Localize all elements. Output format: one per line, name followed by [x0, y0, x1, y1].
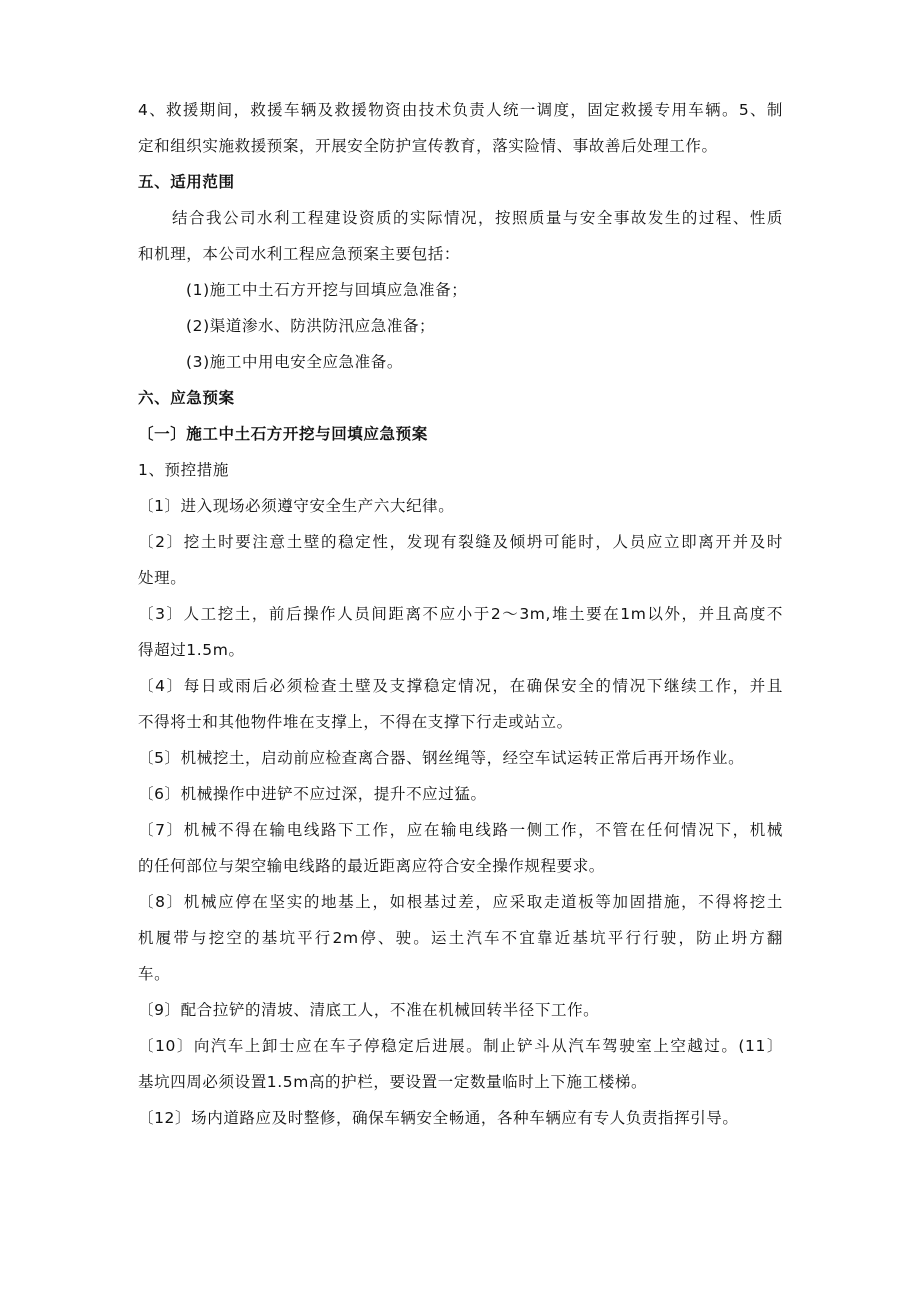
document-page [138, 92, 783, 1136]
line-text: 〔5〕机械挖土，启动前应检查离合器、钢丝绳等，经空车试运转正常后再开场作业。 [138, 749, 745, 767]
line-text: 〔3〕人工挖土，前后操作人员间距离不应小于2～3m,堆土要在1m以外，并且高度不 [138, 605, 783, 623]
line-text: 不得将士和其他物件堆在支撑上，不得在支撑下行走或站立。 [138, 713, 573, 731]
list-item [138, 344, 783, 380]
line-text: 〔1〕进入现场必须遵守安全生产六大纪律。 [138, 497, 455, 515]
line-text: 〔8〕机械应停在坚实的地基上，如根基过差，应采取走道板等加固措施，不得将挖土 [138, 893, 783, 911]
line-text: 结合我公司水利工程建设资质的实际情况，按照质量与安全事故发生的过程、性质 [172, 209, 783, 227]
list-item [138, 1028, 783, 1064]
list-item [138, 812, 783, 848]
line-text: 车。 [138, 965, 171, 983]
text-line [138, 956, 783, 992]
line-text: 〔7〕机械不得在输电线路下工作，应在输电线路一侧工作，不管在任何情况下，机械 [138, 821, 783, 839]
list-item [138, 1100, 783, 1136]
line-text: 基坑四周必须设置1.5m高的护栏，要设置一定数量临时上下施工楼梯。 [138, 1073, 648, 1091]
line-text: 1、预控措施 [138, 461, 229, 479]
line-text: 和机理，本公司水利工程应急预案主要包括： [138, 245, 461, 263]
line-text: (1)施工中土石方开挖与回填应急准备； [186, 281, 468, 299]
line-text: 〔10〕向汽车上卸士应在车子停稳定后进展。制止铲斗从汽车驾驶室上空越过。(11〕 [138, 1037, 783, 1055]
section-heading [138, 164, 783, 200]
list-item [138, 524, 783, 560]
line-text: 得超过1.5m。 [138, 641, 245, 659]
text-line [138, 632, 783, 668]
line-text: 机履带与挖空的基坑平行2m停、驶。运土汽车不宜靠近基坑平行行驶，防止坍方翻 [138, 929, 783, 947]
text-line [138, 920, 783, 956]
text-line [138, 92, 783, 128]
list-item [138, 488, 783, 524]
line-text: 处理。 [138, 569, 187, 587]
list-item [138, 776, 783, 812]
line-text: 〔2〕挖土时要注意土壁的稳定性，发现有裂缝及倾坍可能时，人员应立即离开并及时 [138, 533, 783, 551]
line-text: 4、救援期间，救援车辆及救援物资由技术负责人统一调度，固定救援专用车辆。5、制 [138, 101, 783, 119]
line-text: (3)施工中用电安全应急准备。 [186, 353, 403, 371]
line-text: 〔6〕机械操作中进铲不应过深，提升不应过猛。 [138, 785, 487, 803]
list-item [138, 272, 783, 308]
text-line [138, 200, 783, 236]
list-item [138, 308, 783, 344]
text-line [138, 560, 783, 596]
line-text: 〔12〕场内道路应及时整修，确保车辆安全畅通，各种车辆应有专人负责指挥引导。 [138, 1109, 739, 1127]
line-text: (2)渠道渗水、防洪防汛应急准备； [186, 317, 436, 335]
text-line [138, 704, 783, 740]
text-line [138, 1064, 783, 1100]
heading-text: 五、适用范围 [138, 173, 235, 191]
list-item [138, 668, 783, 704]
line-text: 〔4〕每日或雨后必须检查土壁及支撑稳定情况，在确保安全的情况下继续工作，并且 [138, 677, 783, 695]
text-line [138, 128, 783, 164]
line-text: 〔9〕配合拉铲的清坡、清底工人，不准在机械回转半径下工作。 [138, 1001, 600, 1019]
subsection-heading [138, 416, 783, 452]
list-item [138, 884, 783, 920]
list-item [138, 740, 783, 776]
section-heading [138, 380, 783, 416]
line-text: 的任何部位与架空输电线路的最近距离应符合安全操作规程要求。 [138, 857, 605, 875]
text-line [138, 236, 783, 272]
list-item [138, 992, 783, 1028]
text-line [138, 452, 783, 488]
heading-text: 六、应急预案 [138, 389, 235, 407]
heading-text: 〔一〕施工中土石方开挖与回填应急预案 [138, 425, 428, 443]
list-item [138, 596, 783, 632]
text-line [138, 848, 783, 884]
line-text: 定和组织实施救援预案，开展安全防护宣传教育，落实险情、事故善后处理工作。 [138, 137, 718, 155]
